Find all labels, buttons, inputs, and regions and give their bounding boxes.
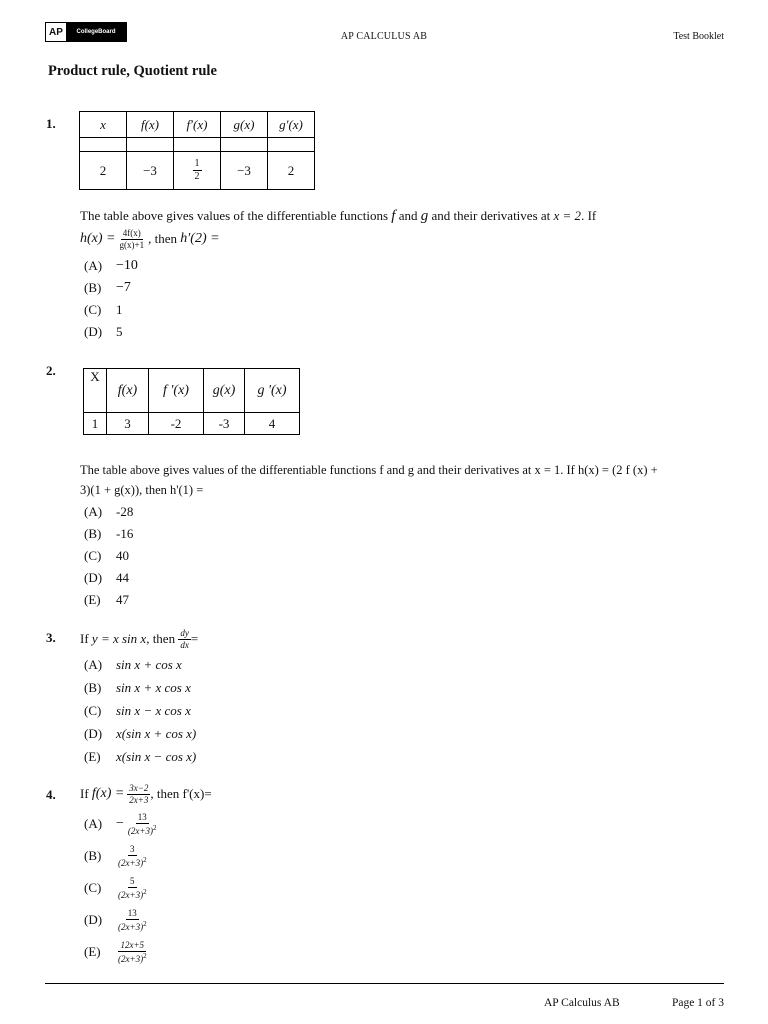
footer-course: AP Calculus AB (544, 997, 620, 1009)
q2-header-x: X (84, 369, 107, 413)
q1-option-d[interactable]: (D) 5 (84, 324, 123, 339)
q2-option-d[interactable]: (D) 44 (84, 570, 129, 585)
q4-option-e[interactable]: (E) $\frac{12x+5}{(2x+3)^2}$ (84, 939, 147, 964)
q2-option-b[interactable]: (B) -16 (84, 526, 134, 541)
page-title: Product rule, Quotient rule (48, 63, 217, 79)
q2-cell-g: -3 (204, 413, 245, 435)
q1-header-f: f(x) (127, 112, 174, 138)
q4-number: 4. (46, 787, 56, 802)
q1-cell-f: −3 (127, 152, 174, 190)
q2-option-a[interactable]: (A) -28 (84, 504, 134, 519)
q2-table (83, 368, 300, 435)
q2-header-f: f(x) (107, 369, 149, 413)
q1-table (79, 111, 315, 190)
q4-option-c[interactable]: (C) $\frac{5}{(2x+3)^2}$ (84, 875, 147, 900)
q1-header-fprime: f′(x) (174, 112, 221, 138)
q2-number: 2. (46, 363, 56, 378)
q2-cell-f: 3 (107, 413, 149, 435)
q3-option-e[interactable]: (E) x(sin x − cos x) (84, 748, 197, 764)
q2-header-g: g(x) (204, 369, 245, 413)
q4-option-d[interactable]: (D) $\frac{13}{(2x+3)^2}$ (84, 907, 147, 932)
q4-stem: If f(x) = $\frac{3x-2}{2x+3}$ , then f'(x)= (80, 782, 212, 805)
q3-option-a[interactable]: (A) sin x + cos x (84, 656, 182, 672)
header-booklet-label: Test Booklet (673, 31, 724, 42)
q2-header-gprime: g '(x) (245, 369, 300, 413)
q1-option-b[interactable]: (B) −7 (84, 280, 131, 295)
q2-stem-line1: The table above gives values of the differentiable functions f and g and their derivatives at x = 1. If h(x) = (2 f (x) + (80, 463, 658, 477)
q2-cell-gprime: 4 (245, 413, 300, 435)
q1-cell-g: −3 (221, 152, 268, 190)
q2-header-fprime: f '(x) (149, 369, 204, 413)
q1-header-x: x (80, 112, 127, 138)
q4-option-b[interactable]: (B) $\frac{3}{(2x+3)^2}$ (84, 843, 147, 868)
q1-stem-line1: The table above gives values of the differentiable functions f and g and their derivatives at x = 2. If (80, 208, 597, 224)
q1-option-c[interactable]: (C) 1 (84, 302, 123, 317)
footer-divider (45, 983, 724, 984)
footer-page-number: Page 1 of 3 (671, 997, 724, 1009)
q1-number: 1. (46, 116, 56, 131)
q3-option-d[interactable]: (D) x(sin x + cos x) (84, 725, 197, 741)
q3-options (84, 653, 196, 768)
q1-cell-fprime: $\frac{1}{2}$ (174, 152, 221, 190)
q1-header-gprime: g′(x) (268, 112, 315, 138)
q3-stem: If y = x sin x , then $\frac{dy}{dx}$ = (80, 627, 199, 650)
q1-options (84, 255, 138, 343)
header-title: AP CALCULUS AB (340, 31, 428, 42)
q3-number: 3. (46, 630, 56, 645)
q3-option-b[interactable]: (B) sin x + x cos x (84, 679, 191, 695)
q1-cell-x: 2 (80, 152, 127, 190)
q2-options (84, 501, 133, 611)
q4-option-a[interactable]: (A) − $\frac{13}{(2x+3)^2}$ (84, 811, 157, 836)
q4-options (84, 808, 158, 968)
logo-ap-text: AP (49, 26, 63, 38)
q2-option-c[interactable]: (C) 40 (84, 548, 129, 563)
q3-option-c[interactable]: (C) sin x − x cos x (84, 702, 191, 718)
q2-stem-line2: 3)(1 + g(x)), then h'(1) = (80, 483, 204, 497)
q2-cell-x: 1 (84, 413, 107, 435)
q1-stem-line2: h(x) = $\frac{4f(x)}{g(x)+1}$ , then h′(2) = (80, 227, 220, 250)
q2-cell-fprime: -2 (149, 413, 204, 435)
q2-option-e[interactable]: (E) 47 (84, 592, 129, 607)
logo-collegeboard-text: CollegeBoard (66, 23, 126, 41)
q1-header-g: g(x) (221, 112, 268, 138)
q1-cell-gprime: 2 (268, 152, 315, 190)
q1-option-a[interactable]: (A) −10 (84, 258, 138, 273)
